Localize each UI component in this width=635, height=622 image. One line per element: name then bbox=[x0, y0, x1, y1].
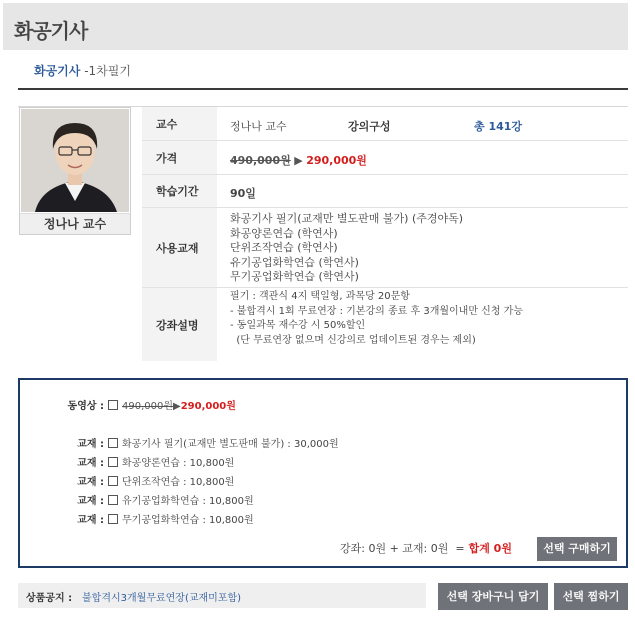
page-title: 화공기사 bbox=[14, 19, 88, 43]
book-option bbox=[77, 511, 254, 526]
book-label: 교재 : bbox=[77, 477, 104, 488]
textbook-item: 화공기사 필기(교재만 별도판매 불가) (주경야독) bbox=[230, 212, 464, 225]
order-summary bbox=[340, 540, 512, 556]
book-option bbox=[77, 492, 254, 507]
textbook-item: 유기공업화학연습 (학연사) bbox=[230, 255, 359, 269]
total-price: 합계 0원 bbox=[468, 542, 512, 555]
composition-value: 총 141강 bbox=[474, 120, 523, 133]
textbook-list bbox=[230, 212, 463, 285]
info-row-description bbox=[142, 288, 628, 361]
wishlist-button[interactable]: 선택 찜하기 bbox=[554, 583, 628, 610]
new-price: 290,000원 bbox=[306, 154, 367, 167]
book-label: 교재 : bbox=[77, 496, 104, 507]
professor-name: 정나나 교수 bbox=[20, 213, 130, 234]
summary-text: 강좌: 0원 + 교재: 0원 = bbox=[340, 542, 465, 555]
divider bbox=[18, 88, 628, 90]
info-row-price bbox=[142, 141, 628, 175]
book-option bbox=[77, 435, 339, 450]
add-to-cart-button[interactable]: 선택 장바구니 담기 bbox=[438, 583, 548, 610]
book-option bbox=[77, 473, 235, 488]
arrow-right-icon: ▶ bbox=[173, 401, 181, 412]
description-line: - 동일과목 재수강 시 50%할인 bbox=[230, 320, 366, 331]
book-checkbox[interactable] bbox=[108, 495, 118, 505]
description-line: 필기 : 객관식 4지 택일형, 과목당 20문항 bbox=[230, 291, 410, 302]
old-price: 490,000원 bbox=[230, 154, 291, 167]
book-label: 교재 : bbox=[77, 458, 104, 469]
course-breadcrumb bbox=[34, 62, 131, 79]
book-checkbox[interactable] bbox=[108, 514, 118, 524]
video-label: 동영상 : bbox=[67, 401, 104, 412]
period-label: 학습기간 bbox=[156, 185, 199, 198]
textbook-item: 화공양론연습 (학연사) bbox=[230, 226, 338, 240]
notice-label: 상품공지 : bbox=[26, 593, 73, 604]
arrow-right-icon: ▶ bbox=[294, 154, 303, 167]
professor-photo bbox=[21, 109, 129, 212]
description-line: - 불합격시 1회 무료연장 : 기본강의 종료 후 3개월이내만 신청 가능 bbox=[230, 305, 523, 317]
composition-label: 강의구성 bbox=[348, 120, 391, 133]
textbook-item: 단위조작연습 (학연사) bbox=[230, 241, 338, 254]
book-item: 유기공업화학연습 : 10,800원 bbox=[122, 496, 254, 507]
buy-selected-button[interactable]: 선택 구매하기 bbox=[537, 537, 617, 561]
course-subname: -1차필기 bbox=[80, 64, 131, 78]
price-label: 가격 bbox=[156, 151, 178, 165]
textbook-item: 무기공업화학연습 (학연사) bbox=[230, 270, 359, 283]
book-option bbox=[77, 454, 235, 469]
course-name: 화공기사 bbox=[34, 64, 81, 78]
price-value bbox=[230, 152, 367, 168]
book-checkbox[interactable] bbox=[108, 457, 118, 467]
textbook-label: 사용교재 bbox=[156, 241, 199, 255]
book-checkbox[interactable] bbox=[108, 438, 118, 448]
book-label: 교재 : bbox=[77, 439, 104, 450]
video-checkbox[interactable] bbox=[108, 400, 118, 410]
video-option bbox=[67, 397, 236, 412]
notice-value: 불합격시3개월무료연장(교재미포함) bbox=[82, 593, 242, 604]
book-label: 교재 : bbox=[77, 515, 104, 526]
description-label: 강좌설명 bbox=[156, 318, 199, 332]
professor-card bbox=[19, 107, 131, 235]
info-row-period bbox=[142, 175, 628, 208]
course-info-table bbox=[142, 107, 628, 361]
info-row-professor bbox=[142, 107, 628, 141]
book-item: 단위조작연습 : 10,800원 bbox=[122, 477, 235, 488]
period-value: 90일 bbox=[230, 187, 256, 200]
page-header bbox=[3, 3, 628, 50]
professor-image bbox=[21, 109, 129, 212]
product-notice bbox=[18, 583, 426, 608]
book-item: 무기공업화학연습 : 10,800원 bbox=[122, 515, 254, 526]
book-item: 화공기사 필기(교재만 별도판매 불가) : 30,000원 bbox=[122, 439, 339, 450]
description-text bbox=[230, 290, 523, 348]
info-row-textbooks bbox=[142, 208, 628, 288]
purchase-options bbox=[18, 378, 628, 568]
professor-value: 정나나 교수 bbox=[230, 120, 287, 133]
book-checkbox[interactable] bbox=[108, 476, 118, 486]
book-item: 화공양론연습 : 10,800원 bbox=[122, 458, 235, 469]
video-old-price: 490,000원 bbox=[122, 401, 174, 412]
professor-label: 교수 bbox=[156, 117, 178, 131]
video-new-price: 290,000원 bbox=[180, 401, 236, 412]
description-line: (단 무료연장 없으며 신강의로 업데이트된 경우는 제외) bbox=[230, 334, 476, 346]
